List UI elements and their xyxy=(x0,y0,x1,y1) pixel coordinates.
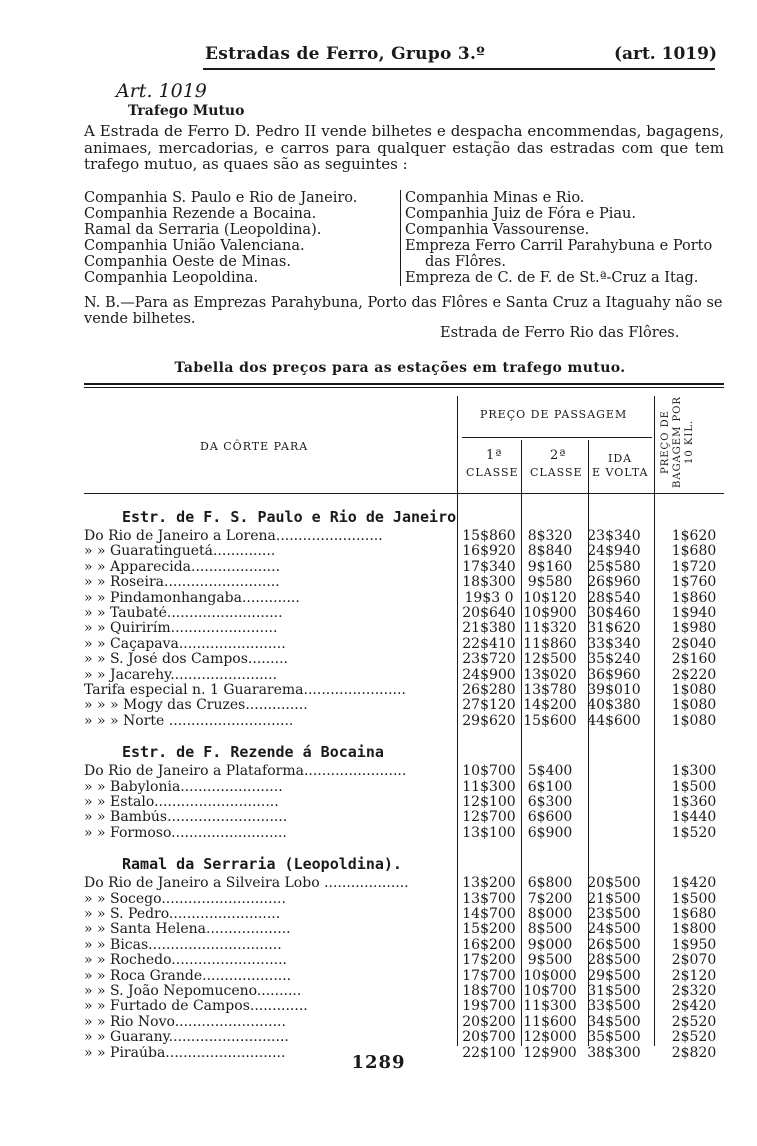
second-class-price: 11$300 xyxy=(523,998,577,1015)
baggage-price: 1$520 xyxy=(671,824,717,841)
return-price: 29$500 xyxy=(587,967,641,984)
station-label: » » Guarany........................... xyxy=(84,1030,289,1046)
signature: Estrada de Ferro Rio das Flôres. xyxy=(440,325,680,341)
first-class-price: 18$700 xyxy=(462,983,516,999)
second-class-price: 12$500 xyxy=(523,651,577,668)
first-class-price: 22$100 xyxy=(462,1044,516,1061)
table-top-rule xyxy=(84,383,724,385)
station-label: » » Taubaté.......................... xyxy=(84,606,283,621)
baggage-price: 2$120 xyxy=(671,967,717,984)
table-row xyxy=(84,652,724,667)
table-title: Tabella dos preços para as estações em trafego mutuo. xyxy=(174,360,626,376)
company-right-item: Empreza Ferro Carril Parahybuna e Porto xyxy=(405,238,713,254)
table-row xyxy=(84,907,724,922)
header-preco-passagem: PREÇO DE PASSAGEM xyxy=(480,408,628,421)
table-row xyxy=(84,668,724,683)
return-price: 40$380 xyxy=(587,697,641,714)
station-label: » » Socego............................ xyxy=(84,891,286,907)
second-class-price: 9$500 xyxy=(527,952,573,969)
second-class-price: 11$860 xyxy=(523,635,577,652)
second-class-price: 10$120 xyxy=(523,589,577,606)
return-price: 35$500 xyxy=(587,1029,641,1046)
baggage-price: 1$420 xyxy=(671,875,717,892)
return-price: 25$580 xyxy=(587,558,641,575)
table-row xyxy=(84,698,724,713)
baggage-price: 1$680 xyxy=(671,543,717,560)
station-label: » » Rio Novo......................... xyxy=(84,1014,286,1030)
second-class-price: 9$160 xyxy=(527,558,573,575)
second-class-price: 10$000 xyxy=(523,967,577,984)
table-row xyxy=(84,922,724,937)
first-class-price: 13$100 xyxy=(462,824,516,841)
company-left-item: Companhia Rezende a Bocaina. xyxy=(84,206,317,222)
second-class-price: 11$600 xyxy=(523,1013,577,1030)
company-left-item: Companhia S. Paulo e Rio de Janeiro. xyxy=(84,190,358,206)
baggage-price: 1$680 xyxy=(671,906,717,922)
company-right-item: Empreza de C. de F. de St.ª-Cruz a Itag. xyxy=(405,270,699,286)
header-bagagem: PREÇO DE BAGAGEM POR 10 KIL. xyxy=(660,396,695,488)
table-row xyxy=(84,953,724,968)
return-price: 36$960 xyxy=(587,666,641,683)
station-label: » » Pindamonhangaba............. xyxy=(84,590,300,606)
intro-paragraph: A Estrada de Ferro D. Pedro II vende bilhetes e despacha encommendas, bagagens, animaes, mercadorias, e carros para qualquer estação das estradas com que tem trafego mutuo, as quaes são as seguintes : xyxy=(84,122,724,173)
station-label: » » Piraúba........................... xyxy=(84,1045,286,1061)
station-label: » » » Mogy das Cruzes.............. xyxy=(84,698,308,714)
return-price: 23$500 xyxy=(587,906,641,922)
first-class-price: 17$700 xyxy=(462,967,516,984)
first-class-price: 14$700 xyxy=(462,906,516,922)
return-price: 28$540 xyxy=(587,589,641,606)
station-label: » » Santa Helena................... xyxy=(84,922,291,938)
baggage-price: 2$420 xyxy=(671,998,717,1015)
station-label: » » Apparecida.................... xyxy=(84,559,281,575)
station-label: » » Roca Grande.................... xyxy=(84,968,292,984)
baggage-price: 1$940 xyxy=(671,605,717,621)
second-class-price: 10$700 xyxy=(523,983,577,999)
table-row xyxy=(84,780,724,795)
baggage-price: 2$520 xyxy=(671,1029,717,1046)
second-class-price: 15$600 xyxy=(523,712,577,729)
baggage-price: 1$620 xyxy=(671,528,717,544)
baggage-price: 1$980 xyxy=(671,620,717,637)
station-label: » » Bambús........................... xyxy=(84,810,288,826)
company-left-item: Companhia Leopoldina. xyxy=(84,270,259,286)
station-label: » » Furtado de Campos............. xyxy=(84,999,308,1015)
return-price: 38$300 xyxy=(587,1044,641,1061)
return-price: 39$010 xyxy=(587,682,641,698)
station-label: Do Rio de Janeiro a Plataforma....................... xyxy=(84,764,407,780)
first-class-price: 12$700 xyxy=(462,809,516,826)
return-price: 44$600 xyxy=(587,712,641,729)
table-row xyxy=(84,984,724,999)
first-class-price: 22$410 xyxy=(462,635,516,652)
header-1a: 1ª xyxy=(486,448,503,463)
table-row xyxy=(84,969,724,984)
company-list-left xyxy=(84,190,394,286)
second-class-price: 13$780 xyxy=(523,682,577,698)
company-left-item: Companhia União Valenciana. xyxy=(84,238,305,254)
table-row xyxy=(84,1015,724,1030)
company-list-right xyxy=(400,190,729,286)
second-class-price: 6$800 xyxy=(527,875,573,892)
station-label: » » Caçapava........................ xyxy=(84,636,286,652)
second-class-price: 13$020 xyxy=(523,666,577,683)
table-row xyxy=(84,560,724,575)
baggage-price: 1$720 xyxy=(671,558,717,575)
station-label: » » S. Pedro......................... xyxy=(84,907,281,922)
first-class-price: 20$700 xyxy=(462,1029,516,1046)
running-header xyxy=(205,44,717,68)
baggage-price: 1$500 xyxy=(671,890,717,907)
table-row xyxy=(84,876,724,891)
table-row xyxy=(84,683,724,698)
table-row xyxy=(84,892,724,907)
table-row xyxy=(84,621,724,636)
return-price: 24$500 xyxy=(587,921,641,938)
first-class-price: 15$860 xyxy=(462,528,516,544)
company-list xyxy=(84,190,724,286)
header-left: Estradas de Ferro, Grupo 3.º xyxy=(205,44,486,64)
first-class-price: 27$120 xyxy=(462,697,516,714)
station-label: » » Estalo............................ xyxy=(84,795,279,810)
station-label: » » Guaratinguetá.............. xyxy=(84,544,276,560)
first-class-price: 10$700 xyxy=(462,763,516,780)
baggage-price: 2$040 xyxy=(671,635,717,652)
baggage-price: 1$500 xyxy=(671,778,717,795)
section-title: Estr. de F. S. Paulo e Rio de Janeiro xyxy=(122,508,457,526)
baggage-price: 1$080 xyxy=(671,682,717,698)
station-label: Do Rio de Janeiro a Silveira Lobo ................... xyxy=(84,876,409,892)
page-number: 1289 xyxy=(351,1052,406,1073)
first-class-price: 16$920 xyxy=(462,543,516,560)
table-row xyxy=(84,810,724,825)
table-row xyxy=(84,795,724,810)
return-price: 23$340 xyxy=(587,528,641,544)
second-class-price: 10$900 xyxy=(523,605,577,621)
header-bottom-rule xyxy=(84,493,724,494)
return-price: 33$500 xyxy=(587,998,641,1015)
header-e-volta: E VOLTA xyxy=(592,466,649,479)
second-class-price: 5$400 xyxy=(527,763,573,780)
baggage-price: 1$300 xyxy=(671,763,717,780)
station-label: » » Formoso.......................... xyxy=(84,825,287,841)
company-right-item: Companhia Juiz de Fóra e Piau. xyxy=(405,206,636,222)
baggage-price: 1$440 xyxy=(671,809,717,826)
header-2a: 2ª xyxy=(550,448,567,463)
company-left-item: Ramal da Serraria (Leopoldina). xyxy=(84,222,322,238)
baggage-price: 1$860 xyxy=(671,589,717,606)
return-price: 20$500 xyxy=(587,875,641,892)
header-2-classe: CLASSE xyxy=(530,466,583,479)
company-left-item: Companhia Oeste de Minas. xyxy=(84,254,291,270)
header-da-corte: DA CÔRTE PARA xyxy=(200,440,309,453)
second-class-price: 8$320 xyxy=(527,528,573,544)
first-class-price: 13$200 xyxy=(462,875,516,892)
first-class-price: 16$200 xyxy=(462,936,516,953)
station-label: » » Jacarehy........................ xyxy=(84,667,278,683)
baggage-price: 2$160 xyxy=(671,651,717,668)
table-row xyxy=(84,544,724,559)
company-right-item: Companhia Vassourense. xyxy=(405,222,590,238)
header-1-classe: CLASSE xyxy=(466,466,519,479)
first-class-price: 19$3 0 xyxy=(464,589,514,606)
article-subtitle: Trafego Mutuo xyxy=(128,103,245,119)
second-class-price: 7$200 xyxy=(527,890,573,907)
company-right-item: das Flôres. xyxy=(425,254,506,270)
return-price: 33$340 xyxy=(587,635,641,652)
second-class-price: 12$000 xyxy=(523,1029,577,1046)
second-class-price: 14$200 xyxy=(523,697,577,714)
header-ida: IDA xyxy=(608,452,633,465)
return-price: 26$500 xyxy=(587,936,641,953)
table-row xyxy=(84,1030,724,1045)
baggage-price: 2$520 xyxy=(671,1013,717,1030)
first-class-price: 21$380 xyxy=(462,620,516,637)
first-class-price: 19$700 xyxy=(462,998,516,1015)
station-label: » » S. João Nepomuceno.......... xyxy=(84,984,302,999)
table-row xyxy=(84,637,724,652)
section-title: Estr. de F. Rezende á Bocaina xyxy=(122,743,384,762)
first-class-price: 26$280 xyxy=(462,682,516,698)
table-row xyxy=(84,938,724,953)
second-class-price: 6$600 xyxy=(527,809,573,826)
baggage-price: 1$950 xyxy=(671,936,717,953)
return-price: 28$500 xyxy=(587,952,641,969)
baggage-price: 1$080 xyxy=(671,712,717,729)
table-row xyxy=(84,826,724,841)
second-class-price: 6$100 xyxy=(527,778,573,795)
header-rule xyxy=(203,68,715,70)
header-right: (art. 1019) xyxy=(613,44,717,64)
second-class-price: 12$900 xyxy=(523,1044,577,1061)
first-class-price: 24$900 xyxy=(462,666,516,683)
article-title: Art. 1019 xyxy=(116,80,207,102)
baggage-price: 1$800 xyxy=(671,921,717,938)
table-row xyxy=(84,606,724,621)
second-class-price: 6$300 xyxy=(527,794,573,810)
first-class-price: 18$300 xyxy=(462,574,516,591)
header-sub-rule xyxy=(462,437,652,438)
return-price: 30$460 xyxy=(587,605,641,621)
company-right-item: Companhia Minas e Rio. xyxy=(405,190,585,206)
table-row xyxy=(84,529,724,544)
first-class-price: 13$700 xyxy=(462,890,516,907)
station-label: » » S. José dos Campos......... xyxy=(84,652,288,668)
first-class-price: 23$720 xyxy=(462,651,516,668)
return-price: 34$500 xyxy=(587,1013,641,1030)
return-price: 26$960 xyxy=(587,574,641,591)
baggage-price: 2$220 xyxy=(671,666,717,683)
table-row xyxy=(84,575,724,590)
station-label: » » » Norte ............................ xyxy=(84,713,294,729)
station-label: » » Rochedo.......................... xyxy=(84,953,287,969)
first-class-price: 11$300 xyxy=(462,778,516,795)
first-class-price: 20$200 xyxy=(462,1013,516,1030)
baggage-price: 2$820 xyxy=(671,1044,717,1061)
first-class-price: 17$200 xyxy=(462,952,516,969)
baggage-price: 2$070 xyxy=(671,952,717,969)
first-class-price: 12$100 xyxy=(462,794,516,810)
first-class-price: 29$620 xyxy=(462,712,516,729)
note: N. B.—Para as Emprezas Parahybuna, Porto das Flôres e Santa Cruz a Itaguahy não se vende bilhetes. xyxy=(84,295,723,327)
station-label: » » Bicas.............................. xyxy=(84,937,282,953)
station-label: » » Roseira.......................... xyxy=(84,575,280,591)
second-class-price: 8$840 xyxy=(527,543,573,560)
station-label: » » Quirirím........................ xyxy=(84,621,278,637)
baggage-price: 1$080 xyxy=(671,697,717,714)
baggage-price: 1$360 xyxy=(671,794,717,810)
table-top-rule-2 xyxy=(84,387,724,388)
first-class-price: 15$200 xyxy=(462,921,516,938)
table-row xyxy=(84,764,724,779)
return-price: 31$620 xyxy=(587,620,641,637)
second-class-price: 6$900 xyxy=(527,824,573,841)
first-class-price: 20$640 xyxy=(462,605,516,621)
return-price: 24$940 xyxy=(587,543,641,560)
baggage-price: 2$320 xyxy=(671,983,717,999)
baggage-price: 1$760 xyxy=(671,574,717,591)
return-price: 21$500 xyxy=(587,890,641,907)
second-class-price: 9$580 xyxy=(527,574,573,591)
second-class-price: 8$000 xyxy=(527,906,573,922)
second-class-price: 9$000 xyxy=(527,936,573,953)
table-row xyxy=(84,714,724,729)
return-price: 35$240 xyxy=(587,651,641,668)
first-class-price: 17$340 xyxy=(462,558,516,575)
table-row xyxy=(84,999,724,1014)
station-label: Do Rio de Janeiro a Lorena........................ xyxy=(84,529,383,544)
return-price: 31$500 xyxy=(587,983,641,999)
second-class-price: 8$500 xyxy=(527,921,573,938)
station-label: » » Babylonia....................... xyxy=(84,779,283,795)
station-label: Tarifa especial n. 1 Guararema....................... xyxy=(84,683,406,698)
section-title: Ramal da Serraria (Leopoldina). xyxy=(122,855,402,874)
second-class-price: 11$320 xyxy=(523,620,577,637)
table-row xyxy=(84,591,724,606)
